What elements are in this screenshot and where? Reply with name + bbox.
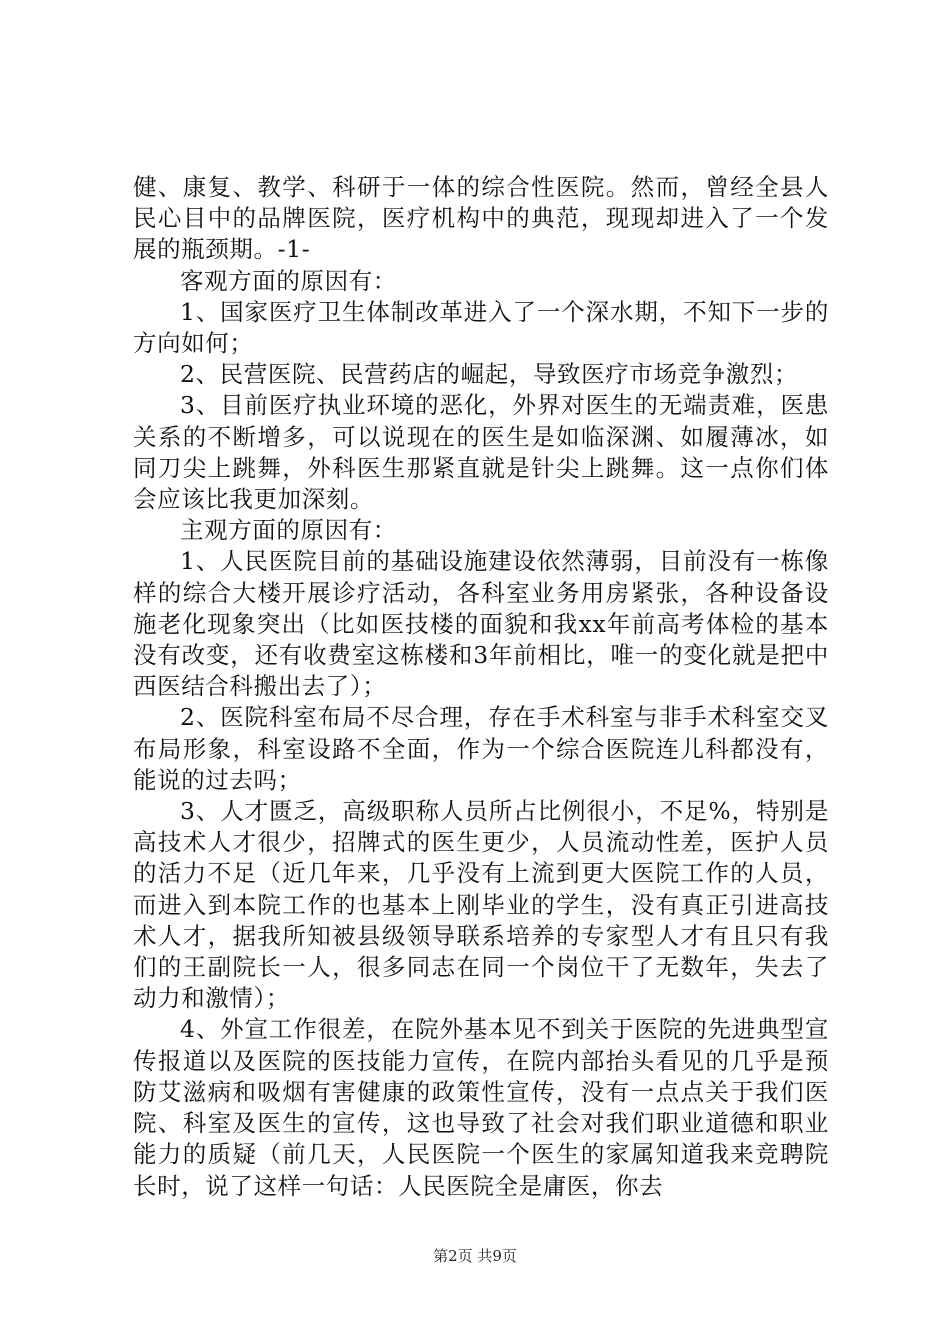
paragraph-subjective-2: 2、医院科室布局不尽合理，存在手术科室与非手术科室交叉布局形象，科室设路不全面，作为一个综合医院连儿科都没有，能说的过去吗； (133, 703, 829, 794)
paragraph-subjective-heading: 主观方面的原因有： (180, 516, 397, 545)
page-footer: 第2页 共9页 (433, 1247, 517, 1265)
paragraph-subjective-3: 3、人才匮乏，高级职称人员所占比例很小，不足%，特别是高技术人才很少，招牌式的医生更少，人员流动性差，医护人员的活力不足（近几年来，几乎没有上流到更大医院工作的人员，而进入到本院工作的也基本上刚毕业的学生，没有真正引进高技术人才，据我所知被县级领导联系培养的专家型人才有且只有我们的王副院长一人，很多同志在同一个岗位干了无数年，失去了动力和激情）； (133, 797, 829, 1013)
paragraph-objective-heading: 客观方面的原因有： (180, 266, 397, 295)
paragraph-objective-3: 3、目前医疗执业环境的恶化，外界对医生的无端责难，医患关系的不断增多，可以说现在的医生是如临深渊、如履薄冰，如同刀尖上跳舞，外科医生那紧直就是针尖上跳舞。这一点你们体会应该比我更加深刻。 (133, 391, 829, 514)
paragraph-continuation: 健、康复、教学、科研于一体的综合性医院。然而，曾经全县人民心目中的品牌医院，医疗机构中的典范，现现却进入了一个发展的瓶颈期。-1- (133, 173, 829, 264)
paragraph-objective-2: 2、民营医院、民营药店的崛起，导致医疗市场竞争激烈； (180, 360, 799, 389)
paragraph-objective-1: 1、国家医疗卫生体制改革进入了一个深水期，不知下一步的方向如何； (133, 297, 829, 358)
document-body (133, 172, 829, 1202)
paragraph-subjective-1: 1、人民医院目前的基础设施建设依然薄弱，目前没有一栋像样的综合大楼开展诊疗活动，各科室业务用房紧张，各种设备设施老化现象突出（比如医技楼的面貌和我xx年前高考体检的基本没有改变，还有收费室这栋楼和3年前相比，唯一的变化就是把中西医结合科搬出去了）； (133, 547, 829, 701)
paragraph-subjective-4: 4、外宣工作很差，在院外基本见不到关于医院的先进典型宣传报道以及医院的医技能力宣传，在院内部抬头看见的几乎是预防艾滋病和吸烟有害健康的政策性宣传，没有一点点关于我们医院、科室及医生的宣传，这也导致了社会对我们职业道德和职业能力的质疑（前几天，人民医院一个医生的家属知道我来竞聘院长时，说了这样一句话：人民医院全是庸医，你去 (133, 1015, 829, 1200)
